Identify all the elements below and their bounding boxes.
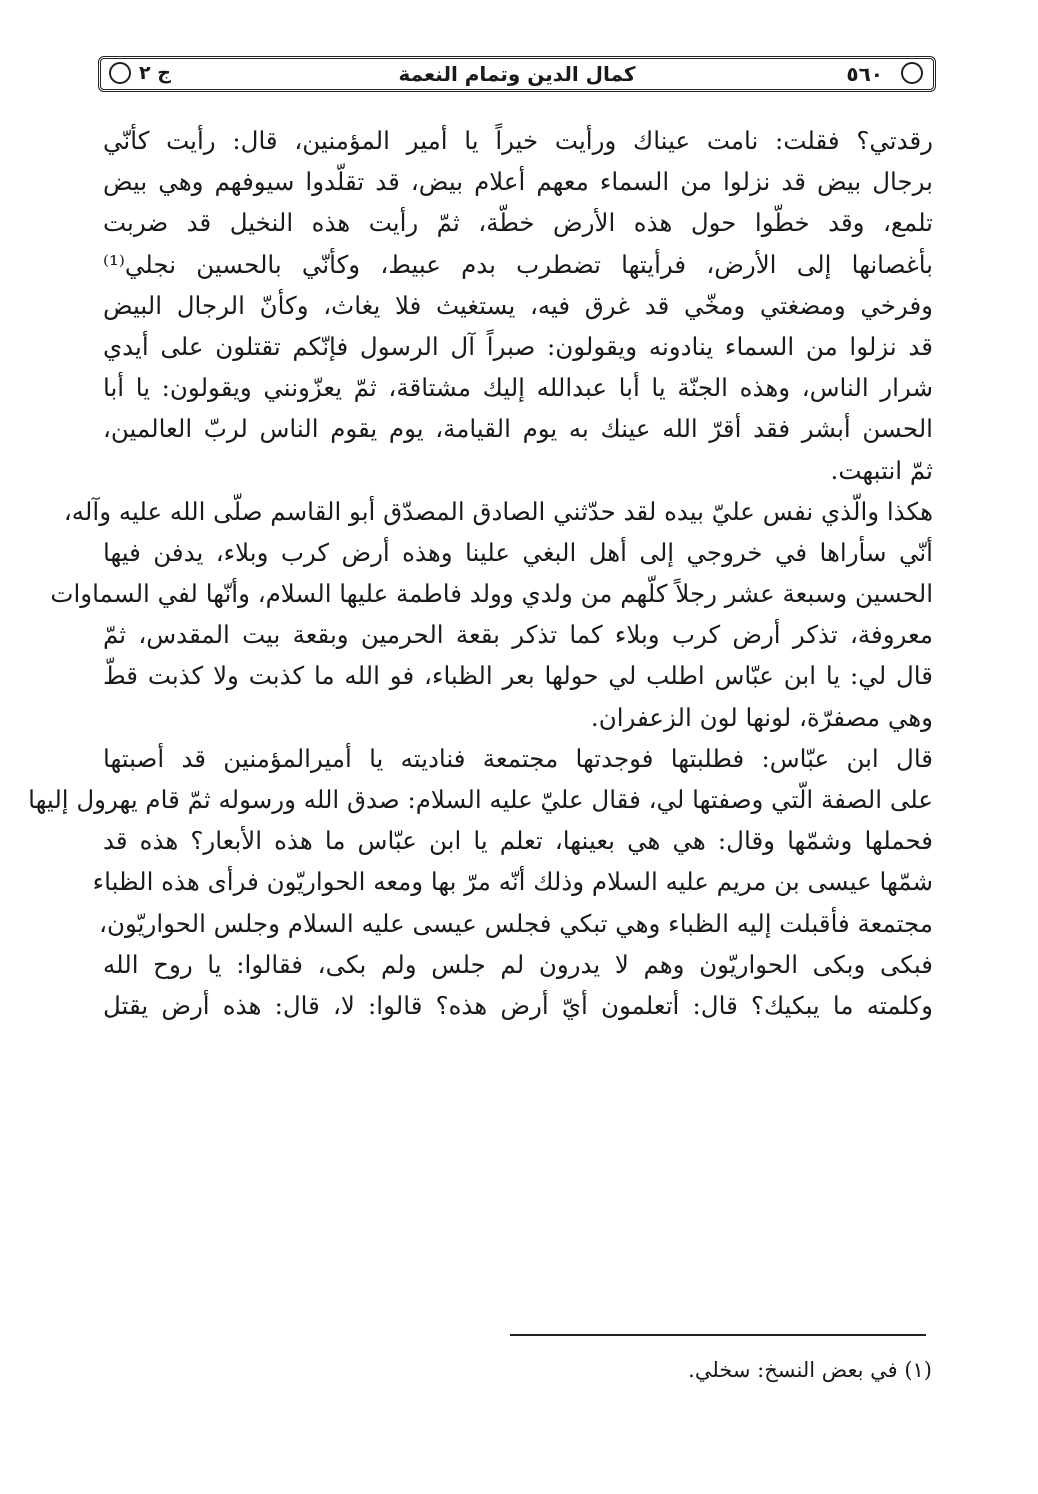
text-line: قال ابن عبّاس: فطلبتها فوجدتها مجتمعة فناديته يا أميرالمؤمنين قد أصبتها	[103, 743, 933, 773]
text-line: شرار الناس، وهذه الجنّة يا أبا عبدالله إليك مشتاقة، ثمّ يعزّونني ويقولون: يا أبا	[103, 373, 933, 403]
footnote-divider	[510, 1334, 926, 1336]
text-line: الحسن أبشر فقد أقرّ الله عينك به يوم القيامة، يوم يقوم الناس لربّ العالمين،	[103, 414, 933, 444]
text-line: رقدتي؟ فقلت: نامت عيناك ورأيت خيراً يا أمير المؤمنين، قال: رأيت كأنّي	[103, 126, 933, 155]
text-line: مجتمعة فأقبلت إليه الظباء وهي تبكي فجلس عيسى عليه السلام وجلس الحواريّون،	[99, 908, 933, 938]
page-number: ٥٦٠	[846, 62, 883, 86]
text-line: هكذا والّذي نفس عليّ بيده لقد حدّثني الصادق المصدّق أبو القاسم صلّى الله عليه وآله،	[63, 496, 933, 526]
text-line: أنّي سأراها في خروجي إلى أهل البغي علينا وهذه أرض كرب وبلاء، يدفن فيها	[103, 537, 933, 567]
text-line: شمّها عيسى بن مريم عليه السلام وذلك أنّه مرّ بها ومعه الحواريّون فرأى هذه الظباء	[92, 867, 933, 897]
text-line: قد نزلوا من السماء ينادونه ويقولون: صبراً آل الرسول فإنّكم تقتلون على أيدي	[103, 331, 933, 361]
book-title: كمال الدين وتمام النعمة	[398, 62, 636, 86]
text-line: فحملها وشمّها وقال: هي هي بعينها، تعلم يا ابن عبّاس ما هذه الأبعار؟ هذه قد	[103, 826, 933, 856]
text-line: وهي مصفرّة، لونها لون الزعفران.	[590, 702, 933, 732]
text-line: قال لي: يا ابن عبّاس اطلب لي حولها بعر الظباء، فو الله ما كذبت ولا كذبت قطّ	[103, 661, 933, 691]
header-ornament-left	[109, 62, 131, 84]
volume-label: ج ٢	[139, 62, 171, 84]
text-line: برجال بيض قد نزلوا من السماء معهم أعلام بيض، قد تقلّدوا سيوفهم وهي بيض	[103, 167, 933, 197]
text-line: الحسين وسبعة عشر رجلاً كلّهم من ولدي وولد فاطمة عليها السلام، وأنّها لفي السماوات	[50, 579, 933, 609]
text-line: بأغصانها إلى الأرض، فرأيتها تضطرب بدم عبيط، وكأنّي بالحسين نجلي⁽¹⁾	[103, 249, 933, 279]
text-line: على الصفة الّتي وصفتها لي، فقال عليّ عليه السلام: صدق الله ورسوله ثمّ قام يهرول إليها	[28, 785, 933, 814]
running-header	[98, 56, 936, 92]
main-text	[28, 120, 933, 1026]
text-line: ثمّ انتبهت.	[830, 455, 933, 485]
text-line: معروفة، تذكر أرض كرب وبلاء كما تذكر بقعة الحرمين وبقعة بيت المقدس، ثمّ	[103, 620, 933, 650]
text-line: فبكى وبكى الحواريّون وهم لا يدرون لم جلس ولم بكى، فقالوا: يا روح الله	[103, 949, 933, 979]
text-line: تلمع، وقد خطّوا حول هذه الأرض خطّة، ثمّ رأيت هذه النخيل قد ضربت	[103, 208, 933, 238]
text-line: وفرخي ومضغتي ومخّي قد غرق فيه، يستغيث فلا يغاث، وكأنّ الرجال البيض	[103, 290, 933, 320]
footnote: (١) في بعض النسخ: سخلي.	[688, 1358, 932, 1382]
text-line: وكلمته ما يبكيك؟ قال: أتعلمون أيّ أرض هذه؟ قالوا: لا، قال: هذه أرض يقتل	[103, 990, 933, 1020]
